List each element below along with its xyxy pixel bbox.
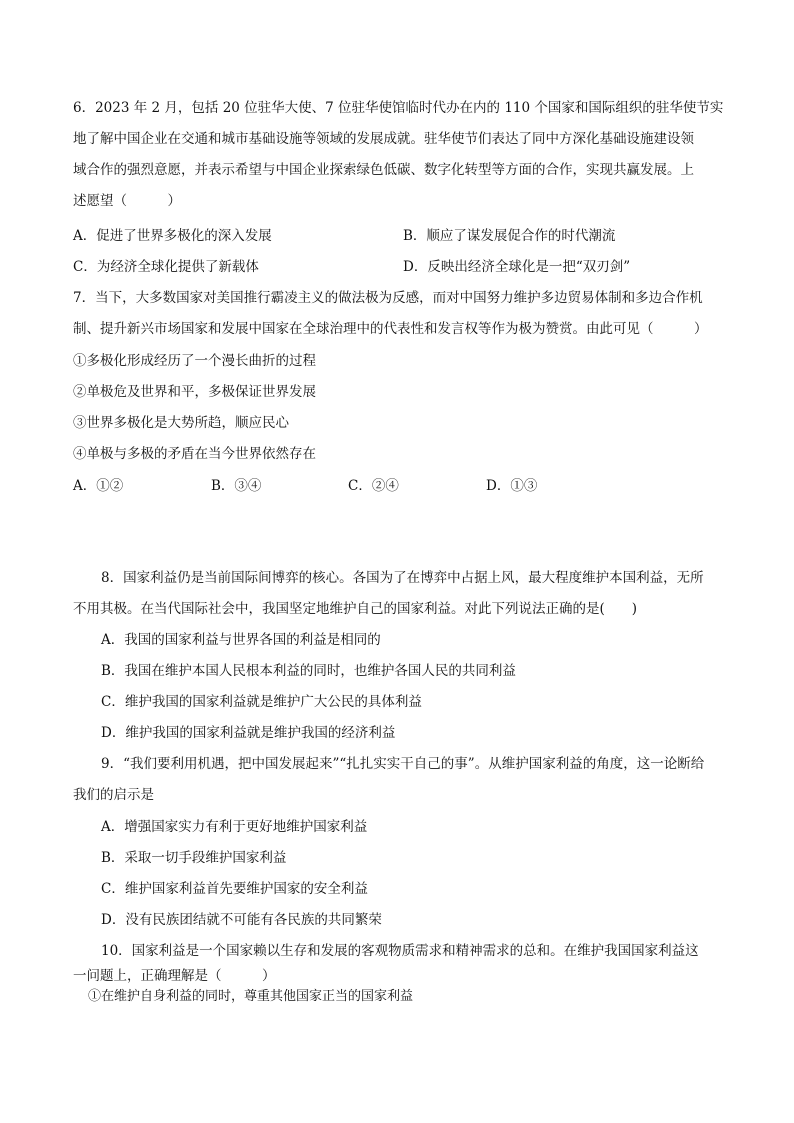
question-9-option-c: C．维护国家利益首先要维护国家的安全利益 [101,881,368,897]
question-8-line-1: 8．国家利益仍是当前国际间博弈的核心。各国为了在博弈中占据上风，最大程度维护本国利益，无所 [101,570,704,586]
question-8-option-d: D．维护我国的国家利益就是维护我国的经济利益 [101,725,396,741]
question-9-line-1: 9．“我们要利用机遇，把中国发展起来”“扎扎实实干自己的事”。从维护国家利益的角度，这一论断给 [101,756,705,772]
question-9-option-a: A．增强国家实力有利于更好地维护国家利益 [101,819,368,835]
question-8-option-b: B．我国在维护本国人民根本利益的同时，也维护各国人民的共同利益 [101,663,516,679]
question-9-line-2: 我们的启示是 [73,787,154,803]
question-7-item-2: ②单极危及世界和平，多极保证世界发展 [73,384,316,400]
question-10-line-1: 10．国家利益是一个国家赖以生存和发展的客观物质需求和精神需求的总和。在维护我国国家利益这 [101,943,699,959]
question-9-option-d: D．没有民族团结就不可能有各民族的共同繁荣 [101,912,382,928]
question-7-option-d: D．①③ [486,478,538,494]
question-7-line-2: 制、提升新兴市场国家和发展中国家在全球治理中的代表性和发言权等作为极为赞赏。由此可见（ ） [73,321,708,337]
question-6-line-1: 6．2023 年 2 月，包括 20 位驻华大使、7 位驻华使馆临时代办在内的 110 个国家和国际组织的驻华使节实 [73,100,724,116]
question-6-option-c: C．为经济全球化提供了新载体 [73,259,259,275]
question-7-option-a: A．①② [73,478,124,494]
question-6-line-2: 地了解中国企业在交通和城市基础设施等领域的发展成就。驻华使节们表达了同中方深化基础设施建设领 [73,131,694,147]
question-7-item-4: ④单极与多极的矛盾在当今世界依然存在 [73,446,316,462]
question-10-item-1: ①在维护自身利益的同时，尊重其他国家正当的国家利益 [88,989,414,1004]
question-8-option-c: C．维护我国的国家利益就是维护广大公民的具体利益 [101,694,422,710]
question-9-option-b: B．采取一切手段维护国家利益 [101,850,287,866]
question-7-item-1: ①多极化形成经历了一个漫长曲折的过程 [73,353,316,369]
question-6-option-d: D．反映出经济全球化是一把“双刃剑” [403,259,631,275]
question-8-line-2: 不用其极。在当代国际社会中，我国坚定地维护自己的国家利益。对此下列说法正确的是( ) [73,601,638,617]
question-6-line-3: 域合作的强烈意愿，并表示希望与中国企业探索绿色低碳、数字化转型等方面的合作，实现共赢发展。上 [73,162,694,178]
question-7-item-3: ③世界多极化是大势所趋，顺应民心 [73,415,289,431]
question-6-option-b: B．顺应了谋发展促合作的时代潮流 [403,228,616,244]
question-6-option-a: A．促进了世界多极化的深入发展 [73,228,272,244]
question-8-option-a: A．我国的国家利益与世界各国的利益是相同的 [101,632,381,648]
question-10-line-2: 一问题上，正确理解是（ ） [73,968,276,984]
question-6-line-4: 述愿望（ ） [73,193,181,209]
question-7-line-1: 7．当下，大多数国家对美国推行霸凌主义的做法极为反感，而对中国努力维护多边贸易体制和多边合作机 [73,290,703,306]
question-7-option-b: B．③④ [211,478,262,494]
question-7-option-c: C．②④ [348,478,399,494]
